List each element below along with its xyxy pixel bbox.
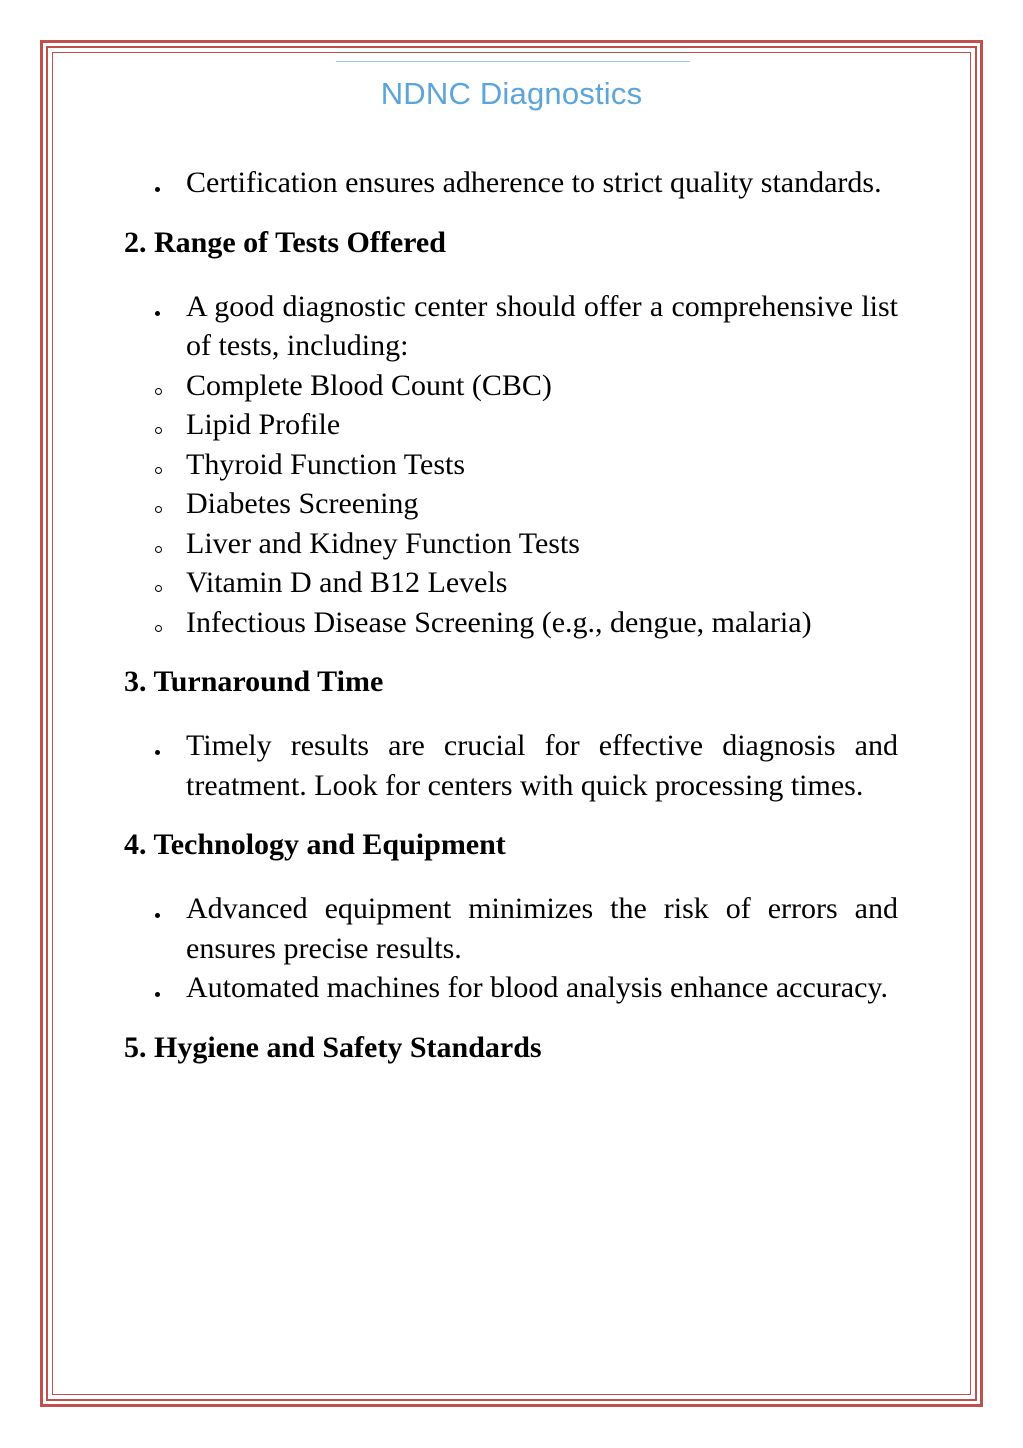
document-body	[124, 163, 898, 1092]
header-rule	[336, 61, 690, 62]
technology-list	[124, 889, 898, 1008]
section-heading-range-of-tests: 2. Range of Tests Offered	[124, 225, 446, 259]
section-heading-technology: 4. Technology and Equipment	[124, 828, 506, 861]
sublist-item: Thyroid Function Tests	[124, 445, 898, 485]
section-heading-hygiene: 5. Hygiene and Safety Standards	[124, 1030, 542, 1064]
list-item: A good diagnostic center should offer a comprehensive list of tests, including:	[124, 287, 898, 366]
list-item: Certification ensures adherence to strict quality standards.	[124, 163, 898, 203]
list-item: Advanced equipment minimizes the risk of errors and ensures precise results.	[124, 889, 898, 968]
sublist-item: Lipid Profile	[124, 405, 898, 445]
sublist-item: Vitamin D and B12 Levels	[124, 563, 898, 603]
list-item: Automated machines for blood analysis enhance accuracy.	[124, 968, 898, 1008]
sublist-item: Liver and Kidney Function Tests	[124, 524, 898, 564]
turnaround-time-list	[124, 726, 898, 805]
range-of-tests-list	[124, 287, 898, 643]
intro-list	[124, 163, 898, 203]
nested-list-container	[124, 366, 898, 643]
header-title: NDNC Diagnostics	[380, 76, 643, 111]
sublist-item: Diabetes Screening	[124, 484, 898, 524]
sublist-item: Infectious Disease Screening (e.g., dengue, malaria)	[124, 603, 898, 643]
section-heading-turnaround-time: 3. Turnaround Time	[124, 665, 384, 698]
sublist-item: Complete Blood Count (CBC)	[124, 366, 898, 406]
tests-sublist	[124, 366, 898, 643]
list-item: Timely results are crucial for effective diagnosis and treatment. Look for centers with quick processing times.	[124, 726, 898, 805]
